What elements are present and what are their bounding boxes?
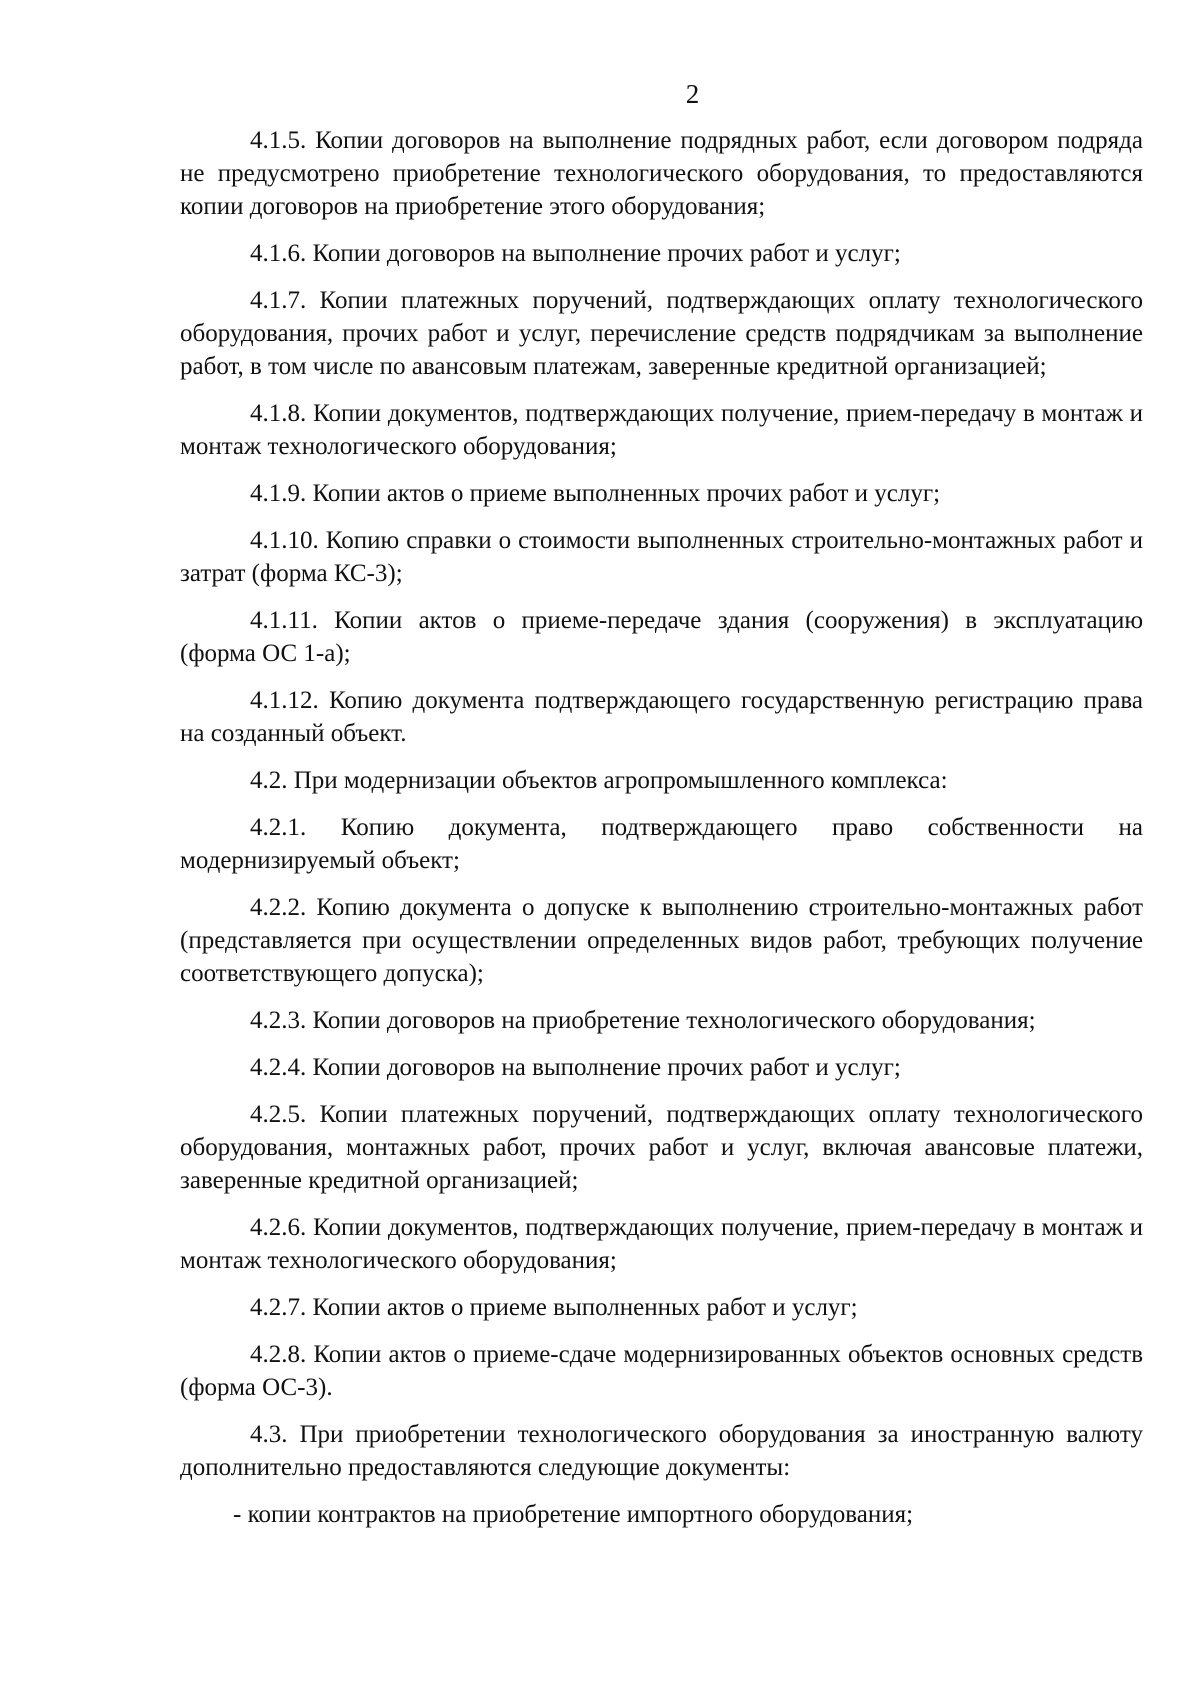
clause-4-1-8: 4.1.8. Копии документов, подтверждающих получение, прием-передачу в монтаж и монтаж технологического оборудования; xyxy=(180,400,1143,460)
clause-4-1-12: 4.1.12. Копию документа подтверждающего государственную регистрацию права на созданный объект. xyxy=(180,687,1143,747)
clause-4-1-10: 4.1.10. Копию справки о стоимости выполненных строительно-монтажных работ и затрат (форма КС-3); xyxy=(180,527,1143,587)
clause-4-2-6: 4.2.6. Копии документов, подтверждающих получение, прием-передачу в монтаж и монтаж технологического оборудования; xyxy=(180,1214,1143,1274)
clause-4-2-5: 4.2.5. Копии платежных поручений, подтверждающих оплату технологического оборудования, монтажных работ, прочих работ и услуг, включая авансовые платежи, заверенные кредитной организацией; xyxy=(180,1101,1143,1194)
document-body xyxy=(180,124,1143,1545)
clause-4-2: 4.2. При модернизации объектов агропромышленного комплекса: xyxy=(250,767,948,794)
clause-4-1-9: 4.1.9. Копии актов о приеме выполненных прочих работ и услуг; xyxy=(250,480,941,507)
clause-4-2-4: 4.2.4. Копии договоров на выполнение прочих работ и услуг; xyxy=(250,1054,901,1081)
clause-4-2-1: 4.2.1. Копию документа, подтверждающего право собственности на модернизируемый объект; xyxy=(180,814,1143,874)
clause-4-2-3: 4.2.3. Копии договоров на приобретение технологического оборудования; xyxy=(250,1007,1036,1034)
clause-4-2-7: 4.2.7. Копии актов о приеме выполненных работ и услуг; xyxy=(250,1294,858,1321)
clause-4-2-2: 4.2.2. Копию документа о допуске к выполнению строительно-монтажных работ (представляется при осуществлении определенных видов работ, требующих получение соответствующего допуска); xyxy=(180,894,1143,987)
page-number: 2 xyxy=(685,79,700,109)
clause-4-1-11: 4.1.11. Копии актов о приеме-передаче здания (сооружения) в эксплуатацию (форма ОС 1-а); xyxy=(180,607,1143,667)
clause-4-2-8: 4.2.8. Копии актов о приеме-сдаче модернизированных объектов основных средств (форма ОС-3). xyxy=(180,1341,1143,1401)
clause-4-1-7: 4.1.7. Копии платежных поручений, подтверждающих оплату технологического оборудования, прочих работ и услуг, перечисление средств подрядчикам за выполнение работ, в том числе по авансовым платежам, заверенные кредитной организацией; xyxy=(180,287,1143,380)
list-item-import-contracts: - копии контрактов на приобретение импортного оборудования; xyxy=(233,1501,914,1528)
clause-4-3: 4.3. При приобретении технологического оборудования за иностранную валюту дополнительно предоставляются следующие документы: xyxy=(180,1421,1143,1481)
clause-4-1-5: 4.1.5. Копии договоров на выполнение подрядных работ, если договором подряда не предусмотрено приобретение технологического оборудования, то предоставляются копии договоров на приобретение этого оборудования; xyxy=(180,127,1143,220)
clause-4-1-6: 4.1.6. Копии договоров на выполнение прочих работ и услуг; xyxy=(250,240,901,267)
